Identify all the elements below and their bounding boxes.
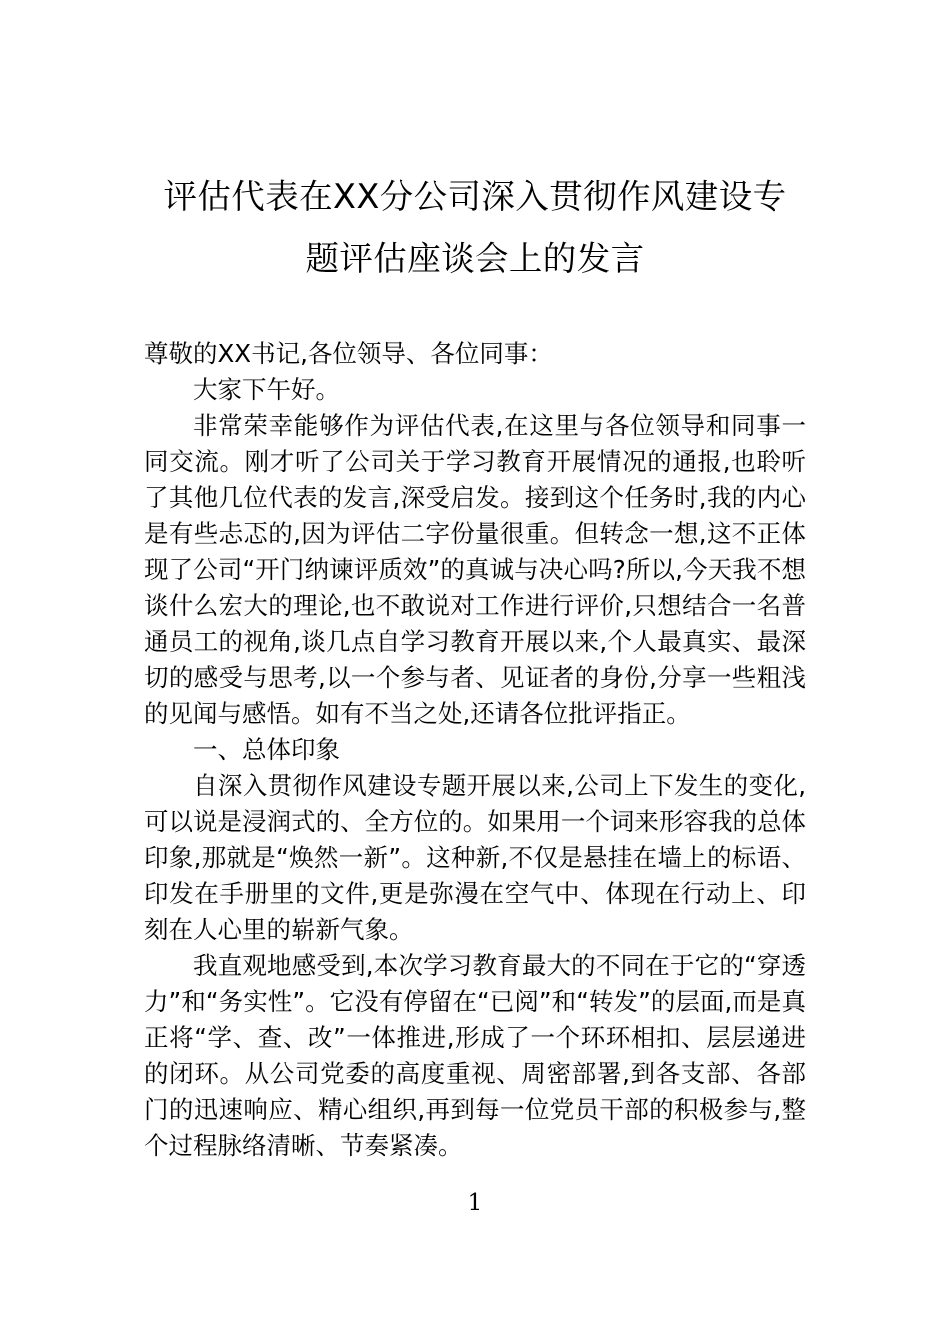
paragraph-intro: 非常荣幸能够作为评估代表,在这里与各位领导和同事一同交流。刚才听了公司关于学习教育开展情况的通报,也聆听了其他几位代表的发言,深受启发。接到这个任务时,我的内心是有些忐忑的,因为评估二字份量很重。但转念一想,这不正体现了公司“开门纳谏评质效”的真诚与决心吗?所以,今天我不想谈什么宏大的理论,也不敢说对工作进行评价,只想结合一名普通员工的视角,谈几点自学习教育开展以来,个人最真实、最深切的感受与思考,以一个参与者、见证者的身份,分享一些粗浅的见闻与感悟。如有不当之处,还请各位批评指正。 — [144, 411, 806, 728]
document-title — [120, 166, 830, 290]
page-number: 1 — [467, 1190, 483, 1216]
paragraph-greeting: 大家下午好。 — [193, 375, 340, 404]
paragraph-direct-feeling: 我直观地感受到,本次学习教育最大的不同在于它的“穿透力”和“务实性”。它没有停留在“已阅”和“转发”的层面,而是真正将“学、查、改”一体推进,形成了一个环环相扣、层层递进的闭环。从公司党委的高度重视、周密部署,到各支部、各部门的迅速响应、精心组织,再到每一位党员干部的积极参与,整个过程脉络清晰、节奏紧凑。 — [144, 951, 806, 1160]
title-line-2: 题评估座谈会上的发言 — [305, 239, 645, 278]
title-line-1: 评估代表在XX分公司深入贯彻作风建设专 — [163, 177, 787, 216]
section-heading-overall-impression: 一、总体印象 — [193, 735, 340, 764]
salutation: 尊敬的XX书记,各位领导、各位同事： — [144, 339, 553, 368]
paragraph-overall-impression: 自深入贯彻作风建设专题开展以来,公司上下发生的变化,可以说是浸润式的、全方位的。如果用一个词来形容我的总体印象,那就是“焕然一新”。这种新,不仅是悬挂在墙上的标语、印发在手册里的文件,更是弥漫在空气中、体现在行动上、印刻在人心里的崭新气象。 — [144, 771, 806, 944]
document-body — [144, 336, 806, 1164]
